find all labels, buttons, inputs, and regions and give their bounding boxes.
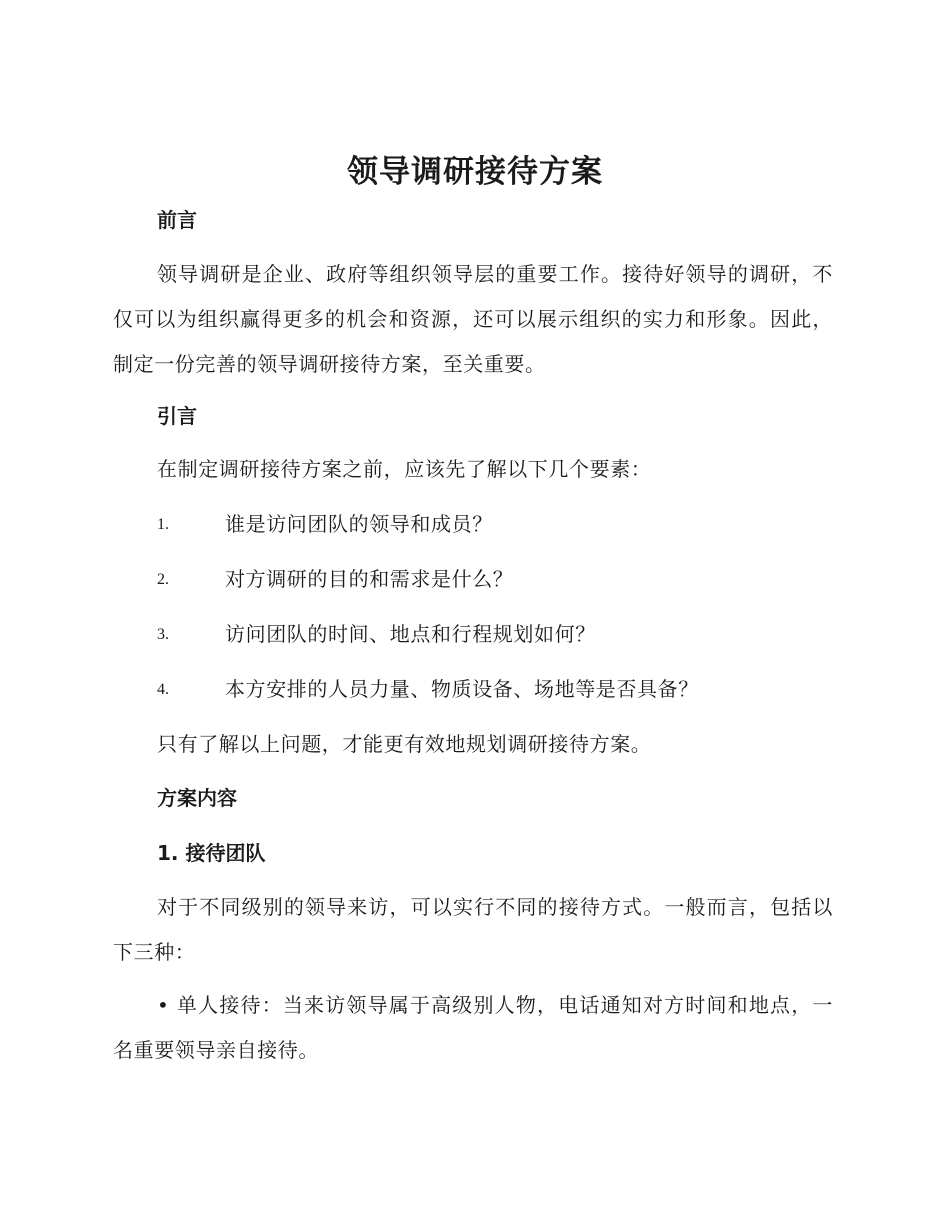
list-item bbox=[157, 620, 837, 648]
intro-paragraph: 在制定调研接待方案之前，应该先了解以下几个要素： bbox=[157, 457, 652, 481]
list-item-number: 4. bbox=[157, 681, 169, 698]
document-title: 领导调研接待方案 bbox=[347, 154, 603, 190]
list-item-text: 谁是访问团队的领导和成员？ bbox=[225, 512, 493, 536]
list-item bbox=[157, 565, 837, 593]
list-item bbox=[157, 510, 837, 538]
section-heading-content: 方案内容 bbox=[157, 786, 237, 810]
list-item-number: 1. bbox=[157, 516, 169, 533]
list-item bbox=[157, 675, 837, 703]
list-item-text: 本方安排的人员力量、物质设备、场地等是否具备？ bbox=[225, 677, 699, 701]
section-heading-preface: 前言 bbox=[157, 208, 197, 232]
list-item-number: 2. bbox=[157, 571, 169, 588]
summary-paragraph: 只有了解以上问题，才能更有效地规划调研接待方案。 bbox=[157, 732, 652, 756]
bullet-single-reception: • 单人接待：当来访领导属于高级别人物，电话通知对方时间和地点，一名重要领导亲自接待。 bbox=[113, 993, 833, 1062]
list-item-number: 3. bbox=[157, 626, 169, 643]
list-item-text: 访问团队的时间、地点和行程规划如何？ bbox=[225, 622, 596, 646]
section-heading-intro: 引言 bbox=[157, 404, 197, 428]
preface-paragraph: 领导调研是企业、政府等组织领导层的重要工作。接待好领导的调研，不仅可以为组织赢得更多的机会和资源，还可以展示组织的实力和形象。因此，制定一份完善的领导调研接待方案，至关重要。 bbox=[113, 262, 833, 376]
team-paragraph: 对于不同级别的领导来访，可以实行不同的接待方式。一般而言，包括以下三种： bbox=[113, 895, 833, 964]
subheading-reception-team: 1. 接待团队 bbox=[157, 841, 266, 865]
list-item-text: 对方调研的目的和需求是什么？ bbox=[225, 567, 514, 591]
